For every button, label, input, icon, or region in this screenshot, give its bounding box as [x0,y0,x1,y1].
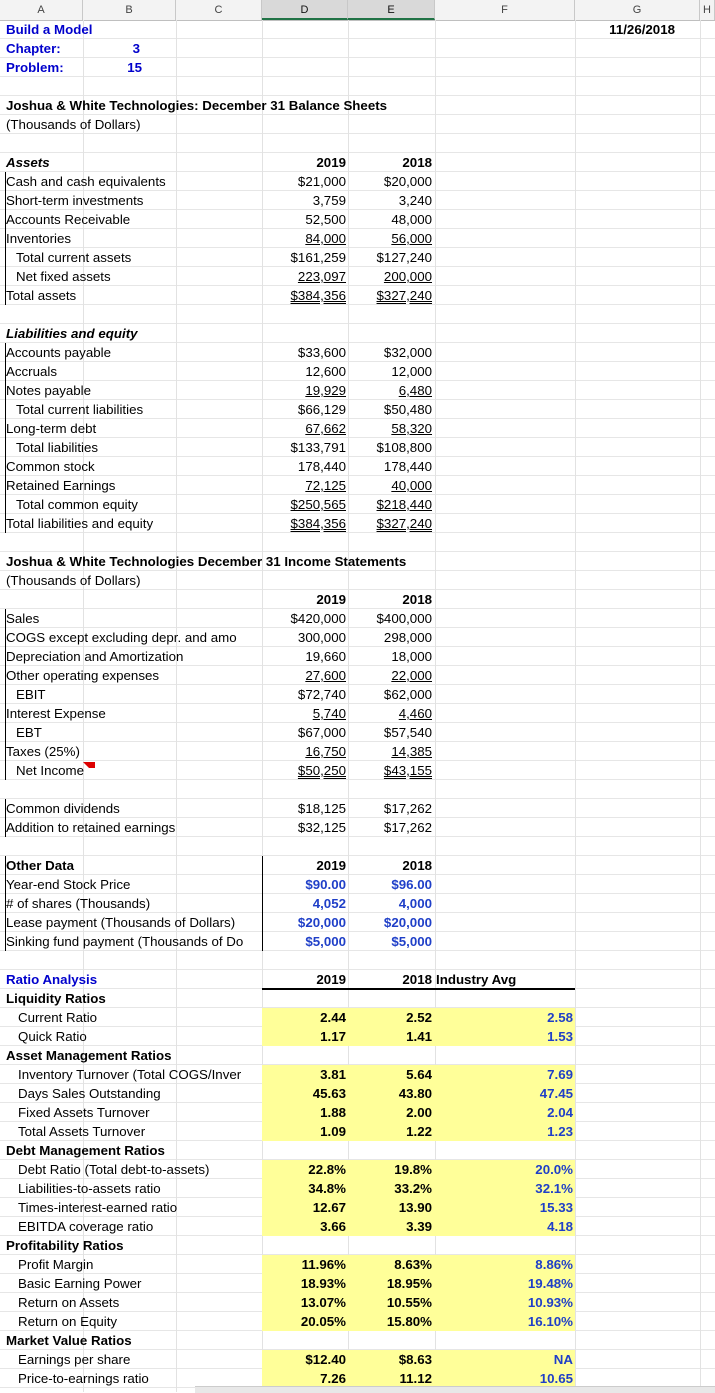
ratio-industry: 2.58 [547,1010,573,1025]
asset-row-label: Short-term investments [6,193,144,208]
table-left-border [5,856,6,951]
date-cell: 11/26/2018 [609,22,675,37]
liability-2018: $218,440 [376,497,432,512]
column-border [262,856,263,951]
ratio-industry: 32.1% [535,1181,573,1196]
liability-row-label: Total current liabilities [16,402,144,417]
asset-2019: $161,259 [290,250,346,265]
asset-2019: $384,356 [290,288,346,303]
ratio-group-asset-management-ratios: Asset Management Ratios [6,1048,172,1063]
other-2018: $5,000 [391,934,432,949]
liability-2019: $33,600 [297,345,346,360]
balance-sheet-title: Joshua & White Technologies: December 31 Balance Sheets [6,98,388,113]
table-left-border [5,799,6,837]
liability-2019: 178,440 [297,459,346,474]
ratio-industry: 4.18 [547,1219,573,1234]
income-2019: $50,250 [297,763,346,778]
income-2019: $67,000 [297,725,346,740]
ratio-industry: 20.0% [535,1162,573,1177]
income-row-label: EBT [16,725,42,740]
ratio-2018: 18.95% [386,1276,432,1291]
ratio-industry: 8.86% [535,1257,573,1272]
liability-2019: $250,565 [290,497,346,512]
income-2019: 27,600 [305,668,346,683]
ratio-industry: 19.48% [527,1276,573,1291]
ratio-analysis-heading: Ratio Analysis [6,972,98,987]
liability-2018: $32,000 [383,345,432,360]
ratio-label: Return on Assets [18,1295,120,1310]
column-header-e[interactable]: E [348,0,435,20]
income-2018: $62,000 [383,687,432,702]
liability-2018: 178,440 [383,459,432,474]
ratio-label: Basic Earning Power [18,1276,142,1291]
ratio-industry: 10.65 [539,1371,573,1386]
table-left-border [5,172,6,305]
ratio-2019: 1.09 [320,1124,346,1139]
ratio-2019: 45.63 [312,1086,346,1101]
asset-row-label: Total current assets [16,250,132,265]
income-row-label: Sales [6,611,40,626]
other-2019: $20,000 [297,915,346,930]
ratio-2018: 15.80% [386,1314,432,1329]
model-title: Build a Model [6,22,93,37]
income-extra-2019: $18,125 [297,801,346,816]
column-header-g[interactable]: G [575,0,700,20]
ratio-2019: 1.88 [320,1105,346,1120]
comment-indicator [83,762,95,768]
other-data-heading: Other Data [6,858,74,873]
ratio-industry: 1.23 [547,1124,573,1139]
ratio-label: Times-interest-earned ratio [18,1200,178,1215]
column-header-bar [0,0,715,21]
ratio-2018: 11.12 [399,1371,432,1386]
asset-row-label: Inventories [6,231,72,246]
liability-row-label: Total common equity [16,497,138,512]
column-header-f[interactable]: F [435,0,575,20]
income-2018: 18,000 [391,649,432,664]
income-extra-label: Addition to retained earnings [6,820,176,835]
ratio-label: Return on Equity [18,1314,118,1329]
liability-2019: 12,600 [305,364,346,379]
table-left-border [5,343,6,533]
asset-2019: 52,500 [305,212,346,227]
asset-2019: 223,097 [297,269,346,284]
income-year-2018: 2018 [402,592,432,607]
income-2019: 19,660 [305,649,346,664]
asset-2019: 3,759 [312,193,346,208]
ratio-label: Total Assets Turnover [18,1124,146,1139]
other-row-label: Lease payment (Thousands of Dollars) [6,915,236,930]
ratio-label: EBITDA coverage ratio [18,1219,154,1234]
asset-2018: 56,000 [391,231,432,246]
liability-2018: 12,000 [391,364,432,379]
income-2018: $43,155 [383,763,432,778]
asset-2018: $127,240 [376,250,432,265]
ratio-2018: 1.41 [406,1029,432,1044]
other-row-label: Sinking fund payment (Thousands of Do [6,934,244,949]
other-2019: $90.00 [305,877,346,892]
liability-row-label: Accruals [6,364,57,379]
asset-row-label: Cash and cash equivalents [6,174,166,189]
liability-row-label: Notes payable [6,383,92,398]
ratio-industry: 7.69 [547,1067,573,1082]
asset-2019: $21,000 [297,174,346,189]
income-2018: $57,540 [383,725,432,740]
income-2018: 22,000 [391,668,432,683]
income-extra-label: Common dividends [6,801,120,816]
income-row-label: COGS except excluding depr. and amo [6,630,237,645]
ratio-group-liquidity-ratios: Liquidity Ratios [6,991,106,1006]
liability-2019: $66,129 [297,402,346,417]
income-row-label: Depreciation and Amortization [6,649,184,664]
income-row-label: Other operating expenses [6,668,160,683]
ratio-2018: 2.52 [406,1010,432,1025]
asset-row-label: Net fixed assets [16,269,111,284]
income-2018: 298,000 [383,630,432,645]
ratio-2019: $12.40 [305,1352,346,1367]
liability-2018: $108,800 [376,440,432,455]
ratio-2019: 7.26 [320,1371,346,1386]
chapter-label: Chapter: [6,41,61,56]
ratio-2018: 10.55% [386,1295,432,1310]
asset-row-label: Accounts Receivable [6,212,131,227]
problem-label: Problem: [6,60,64,75]
income-2018: $400,000 [376,611,432,626]
ratio-2019: 3.81 [320,1067,346,1082]
liability-2019: 19,929 [305,383,346,398]
ratio-group-debt-management-ratios: Debt Management Ratios [6,1143,165,1158]
other-2018: 4,000 [398,896,432,911]
other-2018: $20,000 [383,915,432,930]
ratio-2019: 34.8% [308,1181,346,1196]
ratio-label: Profit Margin [18,1257,94,1272]
income-2019: 300,000 [297,630,346,645]
liability-2018: 58,320 [391,421,432,436]
column-header-c[interactable]: C [176,0,262,20]
ratio-group-profitability-ratios: Profitability Ratios [6,1238,124,1253]
ratio-col-2019: 2019 [316,972,346,987]
income-row-label: EBIT [16,687,46,702]
ratio-2019: 11.96% [301,1257,346,1272]
ratio-2019: 1.17 [320,1029,346,1044]
column-header-h[interactable]: H [700,0,715,20]
ratio-col-2018: 2018 [402,972,432,987]
ratio-label: Inventory Turnover (Total COGS/Inver [18,1067,242,1082]
liability-2018: 6,480 [398,383,432,398]
ratio-industry: 16.10% [527,1314,573,1329]
ratio-2019: 13.07% [300,1295,346,1310]
asset-row-label: Total assets [6,288,77,303]
ratio-industry: 1.53 [547,1029,573,1044]
ratio-2019: 20.05% [300,1314,346,1329]
other-2019: 4,052 [312,896,346,911]
ratio-label: Fixed Assets Turnover [18,1105,150,1120]
balance-sheet-units: (Thousands of Dollars) [6,117,141,132]
column-header-d[interactable]: D [262,0,348,20]
income-2019: $420,000 [290,611,346,626]
gridline [575,20,576,1392]
asset-2019: 84,000 [305,231,346,246]
other-year-2019: 2019 [316,858,346,873]
income-2019: $72,740 [297,687,346,702]
liability-row-label: Common stock [6,459,95,474]
ratio-industry: 47.45 [539,1086,573,1101]
ratio-industry: NA [553,1352,573,1367]
column-header-a[interactable]: A [0,0,83,20]
ratio-2018: $8.63 [398,1352,432,1367]
table-left-border [5,609,6,780]
income-statement-units: (Thousands of Dollars) [6,573,141,588]
problem-value: 15 [127,60,142,75]
ratio-label: Price-to-earnings ratio [18,1371,149,1386]
liability-2019: 72,125 [305,478,346,493]
year-2019-header: 2019 [316,155,346,170]
liability-2018: 40,000 [391,478,432,493]
assets-heading: Assets [6,155,50,170]
ratio-2018: 19.8% [394,1162,432,1177]
liability-2018: $327,240 [376,516,432,531]
liability-2018: $50,480 [383,402,432,417]
income-2019: 16,750 [305,744,346,759]
ratio-2019: 12.67 [312,1200,346,1215]
ratio-label: Quick Ratio [18,1029,87,1044]
income-row-label: Interest Expense [6,706,106,721]
worksheet-grid[interactable] [0,20,715,1392]
ratio-2018: 1.22 [406,1124,432,1139]
liability-2019: $384,356 [290,516,346,531]
ratio-2019: 18.93% [300,1276,346,1291]
chapter-value: 3 [132,41,140,56]
asset-2018: $20,000 [383,174,432,189]
income-extra-2019: $32,125 [297,820,346,835]
income-row-label: Taxes (25%) [6,744,80,759]
column-header-b[interactable]: B [83,0,176,20]
ratio-2018: 43.80 [398,1086,432,1101]
income-statement-title: Joshua & White Technologies December 31 Income Statements [6,554,407,569]
ratio-2019: 22.8% [308,1162,346,1177]
income-row-label: Net Income [16,763,84,778]
ratio-industry: 15.33 [539,1200,573,1215]
ratio-2018: 33.2% [394,1181,432,1196]
income-2019: 5,740 [312,706,346,721]
ratio-industry: 2.04 [547,1105,573,1120]
liability-2019: 67,662 [305,421,346,436]
ratio-2018: 3.39 [406,1219,432,1234]
ratio-col-industry: Industry Avg [436,972,517,987]
ratio-group-market-value-ratios: Market Value Ratios [6,1333,132,1348]
liability-row-label: Accounts payable [6,345,111,360]
ratio-label: Days Sales Outstanding [18,1086,161,1101]
ratio-label: Debt Ratio (Total debt-to-assets) [18,1162,210,1177]
liabilities-heading: Liabilities and equity [6,326,138,341]
income-2018: 14,385 [391,744,432,759]
asset-2018: 200,000 [383,269,432,284]
income-year-2019: 2019 [316,592,346,607]
asset-2018: 48,000 [391,212,432,227]
liability-row-label: Total liabilities [16,440,99,455]
liability-row-label: Long-term debt [6,421,97,436]
ratio-2018: 2.00 [406,1105,432,1120]
ratio-label: Earnings per share [18,1352,131,1367]
liability-row-label: Retained Earnings [6,478,116,493]
liability-row-label: Total liabilities and equity [6,516,154,531]
other-2018: $96.00 [391,877,432,892]
other-2019: $5,000 [305,934,346,949]
liability-2019: $133,791 [290,440,346,455]
asset-2018: $327,240 [376,288,432,303]
other-row-label: Year-end Stock Price [6,877,131,892]
year-2018-header: 2018 [402,155,432,170]
income-extra-2018: $17,262 [383,820,432,835]
ratio-2019: 2.44 [320,1010,346,1025]
ratio-2018: 5.64 [406,1067,432,1082]
ratio-header-rule [262,988,575,990]
ratio-label: Liabilities-to-assets ratio [18,1181,161,1196]
income-2018: 4,460 [398,706,432,721]
ratio-2018: 13.90 [398,1200,432,1215]
other-row-label: # of shares (Thousands) [6,896,151,911]
ratio-label: Current Ratio [18,1010,98,1025]
gridline [700,20,701,1392]
income-extra-2018: $17,262 [383,801,432,816]
asset-2018: 3,240 [398,193,432,208]
ratio-2018: 8.63% [394,1257,432,1272]
other-year-2018: 2018 [402,858,432,873]
ratio-industry: 10.93% [527,1295,573,1310]
ratio-2019: 3.66 [320,1219,346,1234]
